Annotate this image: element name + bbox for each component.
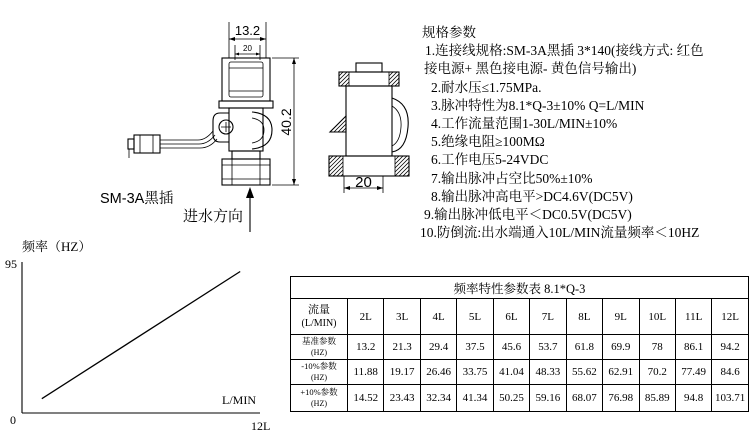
chart-y-max-tick-label: 95 [5, 257, 17, 271]
table-cell: 13.2 [348, 335, 384, 360]
row-label-name: +10%参数 [300, 387, 338, 397]
specifications-items [418, 42, 752, 242]
chart-y-axis-label: 频率（HZ） [22, 239, 92, 254]
table-cell: 53.7 [530, 335, 566, 360]
table-flow-header-cell [291, 299, 348, 335]
outlet-thread-lines [229, 68, 263, 91]
row-label-unit: (HZ) [311, 399, 327, 408]
side-wire-exit [330, 116, 346, 132]
side-rotor-inner [392, 106, 401, 146]
sm-3a-connector [134, 135, 160, 153]
table-cell: 23.43 [384, 385, 420, 412]
dim-inner-arrow-left [235, 53, 239, 56]
table-cell: 11.88 [348, 360, 384, 385]
table-row [291, 335, 749, 360]
table-cell: 41.34 [457, 385, 493, 412]
inlet-thread-lines [222, 159, 270, 185]
rotor-housing-left [213, 113, 229, 142]
table-cell: 48.33 [530, 360, 566, 385]
table-row [291, 360, 749, 385]
table-title-row [291, 277, 749, 299]
flow-direction-arrow-head [246, 187, 254, 198]
table-cell: 29.4 [420, 335, 456, 360]
table-cell: 32.34 [420, 385, 456, 412]
table-cell: 33.75 [457, 360, 493, 385]
row-label-name: -10%参数 [301, 361, 337, 371]
specifications-title: 规格参数 [422, 25, 476, 40]
frequency-table-body [291, 277, 749, 412]
spec-item-9: 9.输出脉冲低电平＜DC0.5V(DC5V) [424, 206, 632, 222]
inlet-neck [232, 151, 260, 159]
table-row [291, 385, 749, 412]
table-column-header: 3L [384, 299, 420, 335]
chart-x-axis-label: L/MIN [222, 393, 256, 407]
spec-item-8: 8.输出脉冲高电平>DC4.6V(DC5V) [431, 188, 633, 204]
table-cell: 37.5 [457, 335, 493, 360]
table-cell: 59.16 [530, 385, 566, 412]
spec-item-3: 3.脉冲特性为8.1*Q-3±10% Q=L/MIN [431, 97, 645, 113]
dim-inner-arrow-right [256, 53, 260, 56]
side-top-cap [356, 63, 382, 72]
table-column-header: 7L [530, 299, 566, 335]
table-cell: 103.71 [712, 385, 748, 412]
connector-pins [128, 139, 134, 149]
flow-direction-label: 进水方向 [183, 208, 244, 225]
side-base-hatch-right [395, 156, 409, 176]
chart-x-max-tick-label: 12L [251, 419, 271, 433]
rotor-housing-right-inner [252, 118, 264, 143]
table-cell: 77.49 [675, 360, 711, 385]
table-cell: 86.1 [675, 335, 711, 360]
dim-top-width-label: 13.2 [234, 23, 261, 38]
table-column-header: 6L [493, 299, 529, 335]
table-column-header: 5L [457, 299, 493, 335]
side-pipe-hatch-left [339, 72, 349, 86]
table-cell: 61.8 [566, 335, 602, 360]
flow-header-label: 流量 [308, 303, 330, 316]
table-cell: 50.25 [493, 385, 529, 412]
table-cell: 21.3 [384, 335, 420, 360]
table-cell: 85.89 [639, 385, 675, 412]
table-header-row [291, 299, 749, 335]
table-cell: 41.04 [493, 360, 529, 385]
table-column-header: 11L [675, 299, 711, 335]
chart-origin-label: 0 [10, 413, 16, 427]
sensor-technical-drawing [0, 0, 420, 240]
table-row-label [291, 360, 348, 385]
spec-item-7: 7.输出脉冲占空比50%±10% [431, 170, 593, 186]
sensor-body [229, 108, 263, 151]
table-cell: 62.91 [603, 360, 639, 385]
spec-item-5: 5.绝缘电阻≥100MΩ [431, 134, 545, 150]
spec-item-10: 10.防倒流:出水端通入10L/MIN流量频率＜10HZ [420, 225, 700, 241]
wire-red [160, 131, 213, 140]
dim-height-arrow-top [292, 58, 296, 64]
dim-height-arrow-bottom [292, 179, 296, 185]
table-row-label [291, 335, 348, 360]
table-cell: 78 [639, 335, 675, 360]
table-column-header: 10L [639, 299, 675, 335]
table-column-header: 12L [712, 299, 748, 335]
spec-item-1: 1.连接线规格:SM-3A黑插 3*140(接线方式: 红色 [425, 43, 704, 59]
side-body [346, 86, 392, 156]
frequency-flow-chart [0, 236, 285, 434]
side-base-hatch-left [329, 156, 343, 176]
wire-black [160, 135, 215, 144]
dim-bottom-width-label: 20 [355, 174, 372, 191]
row-label-name: 基准参数 [301, 336, 336, 346]
table-cell: 55.62 [566, 360, 602, 385]
row-label-unit: (HZ) [311, 348, 327, 357]
dim-inner-width-label: 20 [243, 44, 252, 53]
dim-bottom-arrow-left [344, 186, 350, 190]
spec-item-6: 6.工作电压5-24VDC [431, 152, 549, 168]
outlet-fitting-inner [229, 62, 263, 97]
table-cell: 26.46 [420, 360, 456, 385]
specifications-list [418, 24, 752, 246]
table-cell: 45.6 [493, 335, 529, 360]
table-column-header: 9L [603, 299, 639, 335]
table-cell: 76.98 [603, 385, 639, 412]
side-pipe-hatch-right [389, 72, 399, 86]
chart-series-line [42, 272, 240, 399]
table-column-header: 4L [420, 299, 456, 335]
table-cell: 19.17 [384, 360, 420, 385]
dim-bottom-arrow-right [377, 186, 383, 190]
table-cell: 70.2 [639, 360, 675, 385]
spec-item-4: 4.工作流量范围1-30L/MIN±10% [431, 115, 618, 131]
spec-item-1-continued: 接电源+ 黑色接电源- 黄色信号输出) [424, 61, 637, 77]
spec-item-2: 2.耐水压≤1.75MPa. [431, 79, 542, 95]
table-cell: 69.9 [603, 335, 639, 360]
table-cell: 94.2 [712, 335, 748, 360]
connector-label: SM-3A黑插 [100, 191, 174, 207]
inlet-fitting [222, 159, 270, 185]
connector-latch [140, 135, 153, 153]
table-row-label [291, 385, 348, 412]
side-view [329, 63, 409, 193]
frequency-parameter-table [290, 276, 749, 412]
row-label-unit: (HZ) [311, 373, 327, 382]
table-column-header: 2L [348, 299, 384, 335]
table-column-header: 8L [566, 299, 602, 335]
dim-height-label: 40.2 [278, 108, 294, 136]
rotor-housing-right [252, 112, 272, 149]
dim-top-arrow-right [260, 37, 266, 41]
table-cell: 68.07 [566, 385, 602, 412]
table-title: 频率特性参数表 8.1*Q-3 [291, 277, 749, 299]
flow-header-unit: (L/MIN) [301, 317, 337, 329]
table-cell: 84.6 [712, 360, 748, 385]
body-flange [219, 101, 273, 108]
table-cell: 14.52 [348, 385, 384, 412]
table-cell: 94.8 [675, 385, 711, 412]
frequency-parameter-table-container [290, 276, 748, 412]
